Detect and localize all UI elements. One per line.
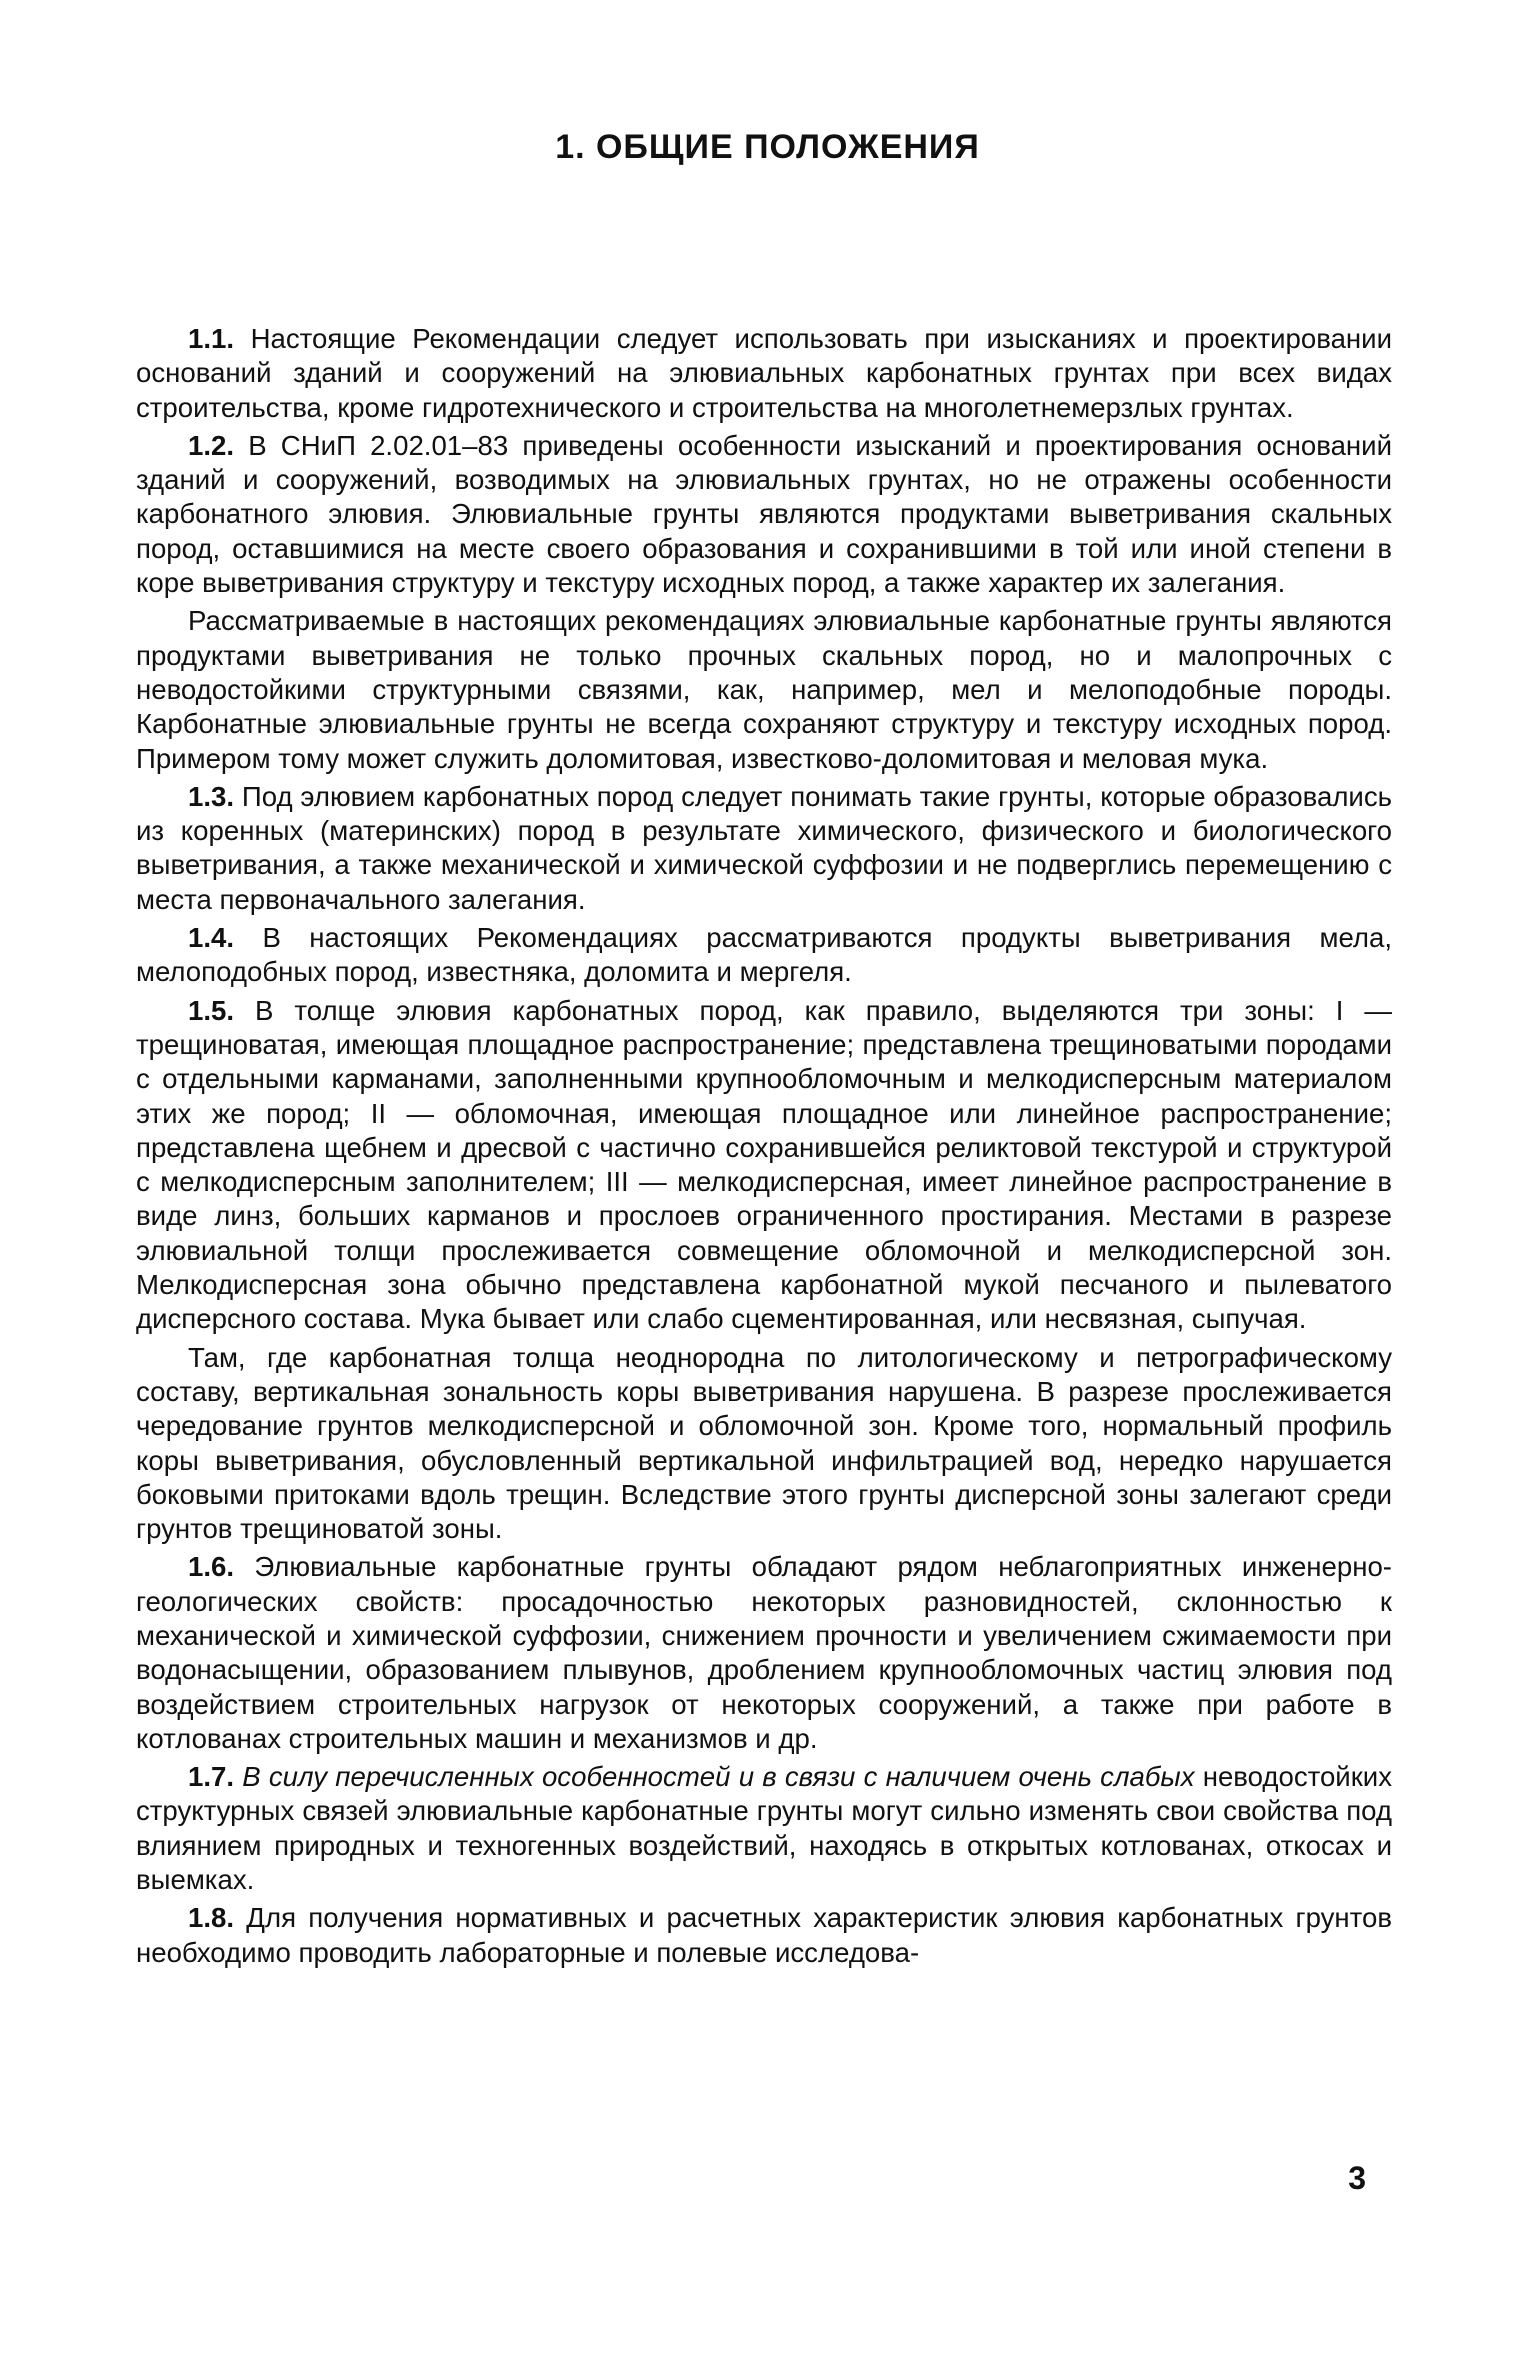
clause-number: 1.3.	[188, 780, 235, 812]
paragraph-1-2-cont	[136, 604, 1392, 775]
paragraph-text: В СНиП 2.02.01–83 приведены особенности изысканий и проектирования оснований зданий и сооружений, возводимых на элювиальных грунтах, но не отражены особенности карбонатного элювия. Элювиальные грунты являются продуктами выветривания скальных пород, оставшимися на месте своего образования и сохранившими в той или иной степени в коре выветривания структуру и текстуру исходных пород, а также характер их залегания.	[136, 429, 1392, 599]
paragraph-text: Там, где карбонатная толща неоднородна по литологическому и петрографическому составу, вертикальная зональность коры выветривания нарушена. В разрезе прослеживается чередование грунтов мелкодисперсной и обломочной зон. Кроме того, нормальный профиль коры выветривания, обусловленный вертикальной инфильтрацией вод, нередко нарушается боковыми притоками вдоль трещин. Вследствие этого грунты дисперсной зоны залегают среди грунтов трещиноватой зоны.	[136, 1341, 1392, 1545]
body-text	[136, 322, 1392, 1974]
paragraph-italic-text: В силу перечисленных особенностей и в связи с наличием очень слабых	[242, 1761, 1195, 1793]
clause-number: 1.7.	[188, 1761, 235, 1793]
clause-number: 1.1.	[188, 323, 235, 354]
paragraph-1-4	[136, 921, 1392, 990]
paragraph-text: В толще элювия карбонатных пород, как правило, выделяются три зоны: I — трещиноватая, имеющая площадное распространение; представлена трещиноватыми породами с отдельными карманами, заполненными крупнообломочным и мелкодисперсным материалом этих же пород; II — обломочная, имеющая площадное или линейное распространение; представлена щебнем и дресвой с частично сохранившейся реликтовой текстурой и структурой с мелкодисперсным заполнителем; III — мелкодисперсная, имеет линейное распространение в виде линз, больших карманов и прослоев ограниченного простирания. Местами в разрезе элювиальной толщи прослеживается совмещение обломочной и мелкодисперсной зон. Мелкодисперсная зона обычно представлена карбонатной мукой песчаного и пылеватого дисперсного состава. Мука бывает или слабо сцементированная, или несвязная, сыпучая.	[136, 994, 1392, 1335]
paragraph-text: Под элювием карбонатных пород следует понимать такие грунты, которые образовались из коренных (материнских) пород в результате химического, физического и биологического выветривания, а также механической и химической суффозии и не подверглись перемещению с места первоначального залегания.	[136, 780, 1393, 915]
paragraph-1-1	[136, 322, 1392, 425]
clause-number: 1.8.	[188, 1902, 235, 1934]
clause-number: 1.5.	[188, 994, 235, 1026]
paragraph-1-8	[136, 1901, 1392, 1970]
clause-number: 1.4.	[188, 922, 235, 954]
paragraph-1-5-cont	[136, 1341, 1392, 1547]
paragraph-1-6	[136, 1550, 1392, 1756]
paragraph-1-3	[136, 780, 1392, 917]
page-title: 1. ОБЩИЕ ПОЛОЖЕНИЯ	[555, 128, 980, 166]
paragraph-text: В настоящих Рекомендациях рассматриваются продукты выветривания мела, мелоподобных пород, известняка, доломита и мергеля.	[136, 922, 1392, 988]
paragraph-text: Настоящие Рекомендации следует использовать при изысканиях и проектировании оснований зданий и сооружений на элювиальных карбонатных грунтах при всех видах строительства, кроме гидротехнического и строительства на многолетнемерзлых грунтах.	[136, 323, 1392, 423]
paragraph-text: Рассматриваемые в настоящих рекомендациях элювиальные карбонатные грунты являются продуктами выветривания не только прочных скальных пород, но и малопрочных с неводостойкими структурными связями, как, например, мел и мелоподобные породы. Карбонатные элювиальные грунты не всегда сохраняют структуру и текстуру исходных пород. Примером тому может служить доломитовая, известково-доломитовая и меловая мука.	[136, 605, 1392, 774]
clause-number: 1.6.	[188, 1551, 235, 1583]
paragraph-1-5	[136, 994, 1392, 1337]
clause-number: 1.2.	[188, 429, 235, 461]
paragraph-1-7	[136, 1760, 1392, 1897]
paragraph-text: Элювиальные карбонатные грунты обладают рядом неблагоприятных инженерно-геологических свойств: просадочностью некоторых разновидностей, склонностью к механической и химической суффозии, снижением прочности и увеличением сжимаемости при водонасыщении, образованием плывунов, дроблением крупнообломочных частиц элювия под воздействием строительных нагрузок от некоторых сооружений, а также при работе в котлованах строительных машин и механизмов и др.	[136, 1551, 1392, 1754]
paragraph-1-2	[136, 429, 1392, 600]
page-number: 3	[1348, 2160, 1366, 2196]
paragraph-text: неводостойких структурных связей элювиальные карбонатные грунты могут сильно изменять свои свойства под влиянием природных и техногенных воздействий, находясь в открытых котлованах, откосах и выемках.	[136, 1761, 1392, 1896]
paragraph-text: Для получения нормативных и расчетных характеристик элювия карбонатных грунтов необходимо проводить лабораторные и полевые исследова-	[136, 1902, 1392, 1968]
